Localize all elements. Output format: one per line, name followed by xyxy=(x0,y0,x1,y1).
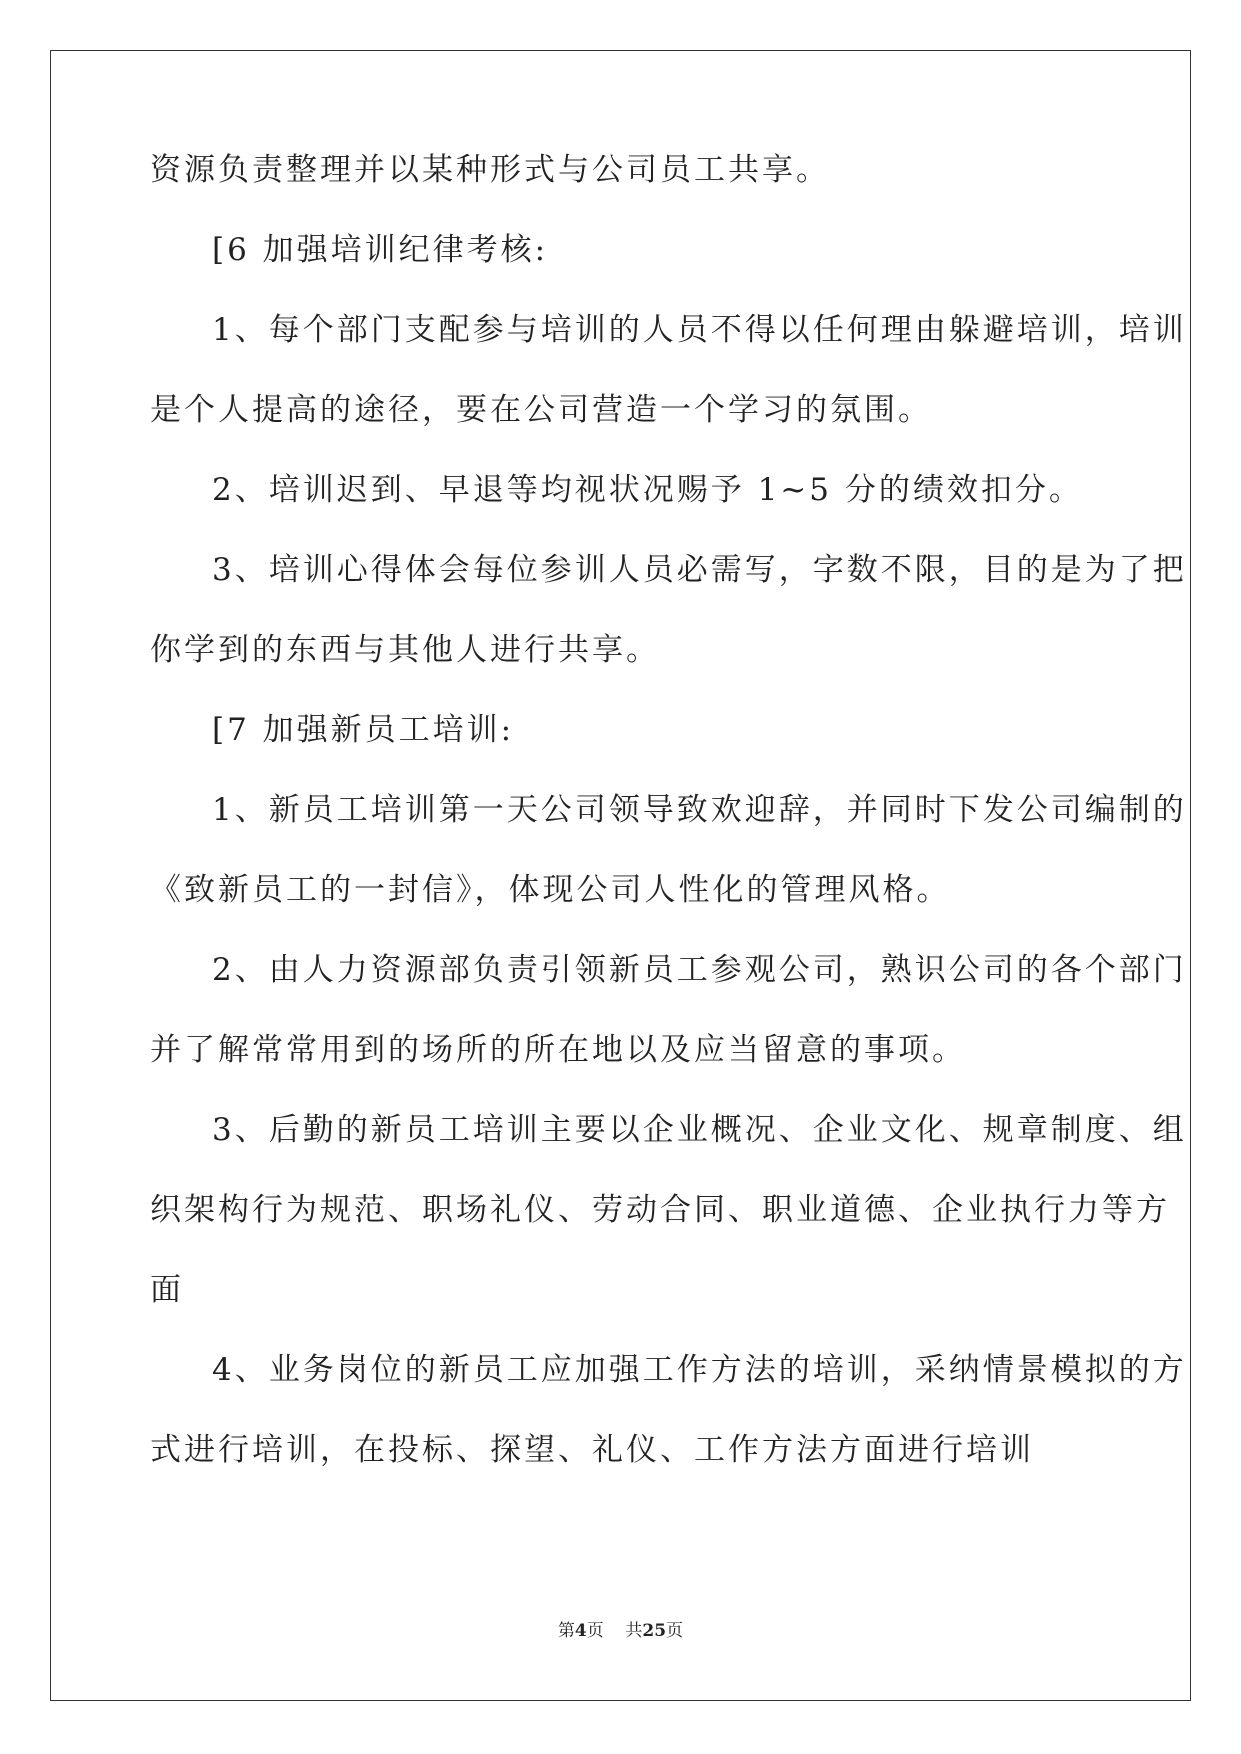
text-line: 织架构行为规范、职场礼仪、劳动合同、职业道德、企业执行力等方 xyxy=(150,1192,1170,1228)
text-line: 3、后勤的新员工培训主要以企业概况、企业文化、规章制度、组 xyxy=(212,1112,1187,1148)
text-line: 资源负责整理并以某种形式与公司员工共享。 xyxy=(150,152,830,188)
text-line: 你学到的东西与其他人进行共享。 xyxy=(150,632,660,668)
text-line: 1、新员工培训第一天公司领导致欢迎辞，并同时下发公司编制的 xyxy=(212,792,1187,828)
page-footer xyxy=(0,1616,1241,1641)
text-line: 面 xyxy=(150,1272,184,1308)
footer-page-unit: 页 xyxy=(586,1621,604,1641)
text-line: 是个人提高的途径，要在公司营造一个学习的氛围。 xyxy=(150,392,932,428)
text-line: 4、业务岗位的新员工应加强工作方法的培训，采纳情景模拟的方 xyxy=(212,1352,1187,1388)
text-line: 3、培训心得体会每位参训人员必需写，字数不限，目的是为了把 xyxy=(212,552,1187,588)
text-line: 并了解常常用到的场所的所在地以及应当留意的事项。 xyxy=(150,1032,966,1068)
footer-prefix: 第 xyxy=(557,1621,575,1641)
current-page-number: 4 xyxy=(574,1621,587,1641)
text-line: 《致新员工的一封信》，体现公司人性化的管理风格。 xyxy=(150,872,951,908)
footer-total-unit: 页 xyxy=(666,1621,684,1641)
section-heading: [6 加强培训纪律考核: xyxy=(212,232,549,268)
text-line: 2、培训迟到、早退等均视状况赐予 1~5 分的绩效扣分。 xyxy=(212,472,1083,508)
text-line: 1、每个部门支配参与培训的人员不得以任何理由躲避培训，培训 xyxy=(212,312,1187,348)
footer-total-prefix: 共 xyxy=(625,1621,643,1641)
text-line: 2、由人力资源部负责引领新员工参观公司，熟识公司的各个部门 xyxy=(212,952,1187,988)
total-pages-number: 25 xyxy=(642,1621,667,1641)
text-line: 式进行培训，在投标、探望、礼仪、工作方法方面进行培训 xyxy=(150,1432,1034,1468)
section-heading: [7 加强新员工培训: xyxy=(212,712,515,748)
